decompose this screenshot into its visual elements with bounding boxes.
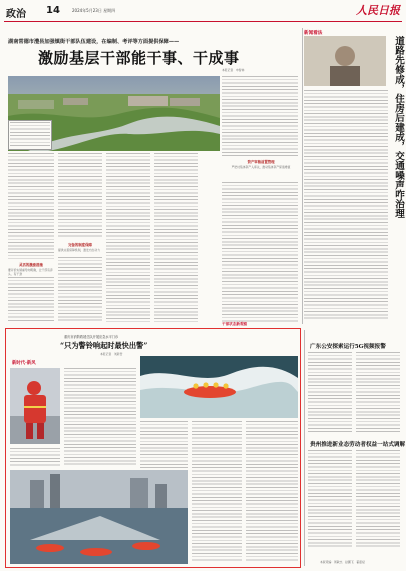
page-number: 14 — [46, 5, 60, 16]
section-a-body — [8, 277, 54, 323]
rescue-boat-photo — [140, 356, 298, 418]
page-credit: 本版责编：周敏杰 赵鹏飞 翟嘉斌 — [320, 560, 365, 564]
feature-col-1 — [64, 368, 136, 466]
lead-col-3 — [106, 153, 150, 323]
feature-byline: 本报记者 刘新吾 — [100, 352, 123, 356]
issue-date: 2024年5月23日 星期四 — [72, 8, 116, 13]
portrait-image — [304, 36, 386, 86]
lead-kicker: 湖南常德市澧县加强镇街干部队伍建设，在编制、考评等方面提供保障—— — [8, 39, 180, 45]
feature-section-tag: 干部状态新观察 — [222, 322, 248, 326]
feature-section-label: 新时代·新风 — [12, 361, 36, 366]
pull-box-subtitle: 严把村集体资产入库关，推动集体资产保值增值 — [231, 165, 291, 169]
right-column-body — [304, 90, 388, 320]
side-story-1-col-1 — [308, 352, 352, 434]
feature-col-3 — [192, 421, 242, 561]
side-story-1-title[interactable]: 广东公安探索运行5G视频报警 — [310, 344, 386, 350]
feature-title[interactable]: “只为警铃响起时最快出警” — [60, 341, 148, 350]
side-story-2-col-2 — [356, 450, 400, 548]
harbor-drill-photo — [10, 470, 188, 564]
feature-kicker: 重庆市消防救援总队开展应急水平门诊 — [64, 335, 119, 339]
masthead — [0, 0, 406, 20]
section-b-body — [58, 257, 102, 323]
lead-col-5 — [222, 76, 298, 156]
pull-box-title: 资产审核前置管理 — [247, 160, 275, 164]
right-column-vertical-title[interactable]: 道路先修成，住房后建成，交通噪声咋治理 — [393, 36, 404, 219]
section-a-title: 灵活的激励措施 — [19, 263, 43, 267]
right-column-photo — [304, 36, 386, 86]
water-rescue-image — [140, 356, 298, 418]
side-story-2-title[interactable]: 贵州推进新业态劳动者权益一站式调解 — [310, 442, 406, 448]
side-story-1-col-2 — [356, 352, 400, 434]
side-story-2-col-1 — [308, 450, 352, 548]
firefighter-photo — [10, 368, 60, 444]
lead-col-1 — [8, 153, 54, 259]
lead-col-2 — [58, 153, 102, 239]
lead-headline[interactable]: 激励基层干部能干事、干成事 — [38, 49, 240, 67]
harbor-drill-image — [10, 470, 188, 564]
column-divider — [302, 28, 303, 324]
feature-photo-caption — [10, 448, 60, 466]
side-divider — [304, 330, 305, 566]
section-name: 政治 — [6, 9, 26, 20]
lead-col-4 — [154, 153, 198, 323]
lead-byline: 本报记者 申智林 — [222, 68, 245, 72]
section-b-title: 完备的制度保障 — [68, 243, 92, 247]
header-rule — [4, 21, 402, 22]
section-a-subtitle: 要评价实绩重导向明确，让干部有奔头、有干劲 — [8, 268, 53, 276]
right-column-tag: 新闻看法 — [304, 31, 323, 36]
newspaper-logo: 人民日报 — [356, 4, 400, 17]
section-b-subtitle: 提供完善保障机制，激发内生动力 — [58, 248, 100, 252]
firefighter-image — [10, 368, 60, 444]
lead-col-6 — [222, 182, 298, 322]
feature-col-4 — [246, 421, 298, 561]
lead-photo-caption — [8, 120, 52, 150]
